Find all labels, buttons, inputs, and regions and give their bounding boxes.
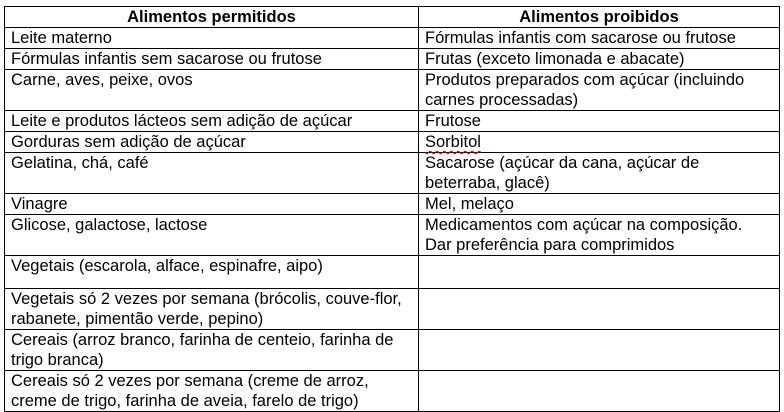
forbidden-cell: Medicamentos com açúcar na composição. Dar preferência para comprimidos — [419, 215, 780, 256]
table-row — [5, 28, 780, 49]
table-row — [5, 256, 780, 289]
allowed-cell: Gorduras sem adição de açúcar — [5, 132, 419, 153]
forbidden-cell: Mel, melaço — [419, 194, 780, 215]
forbidden-cell: Frutose — [419, 111, 780, 132]
allowed-cell: Cereais só 2 vezes por semana (creme de arroz, creme de trigo, farinha de aveia, farelo de trigo) — [5, 371, 419, 412]
table-row — [5, 70, 780, 111]
allowed-cell: Vegetais (escarola, alface, espinafre, aipo) — [5, 256, 419, 289]
allowed-cell: Vinagre — [5, 194, 419, 215]
table-row — [5, 111, 780, 132]
allowed-cell: Fórmulas infantis sem sacarose ou frutose — [5, 49, 419, 70]
header-allowed: Alimentos permitidos — [5, 7, 419, 28]
allowed-cell: Vegetais só 2 vezes por semana (brócolis, couve-flor, rabanete, pimentão verde, pepino) — [5, 289, 419, 330]
table-row — [5, 289, 780, 330]
table-row — [5, 132, 780, 153]
allowed-cell: Cereais (arroz branco, farinha de centeio, farinha de trigo branca) — [5, 330, 419, 371]
foods-table — [4, 6, 780, 412]
allowed-cell: Leite materno — [5, 28, 419, 49]
forbidden-cell — [419, 256, 780, 289]
table-row — [5, 194, 780, 215]
forbidden-cell: Produtos preparados com açúcar (incluindo carnes processadas) — [419, 70, 780, 111]
forbidden-cell-text: Sorbitol — [425, 133, 481, 151]
table-row — [5, 153, 780, 194]
forbidden-cell — [419, 289, 780, 330]
forbidden-cell — [419, 371, 780, 412]
table-row — [5, 49, 780, 70]
header-forbidden: Alimentos proibidos — [419, 7, 780, 28]
forbidden-cell — [419, 330, 780, 371]
forbidden-cell — [419, 132, 780, 153]
table-row — [5, 371, 780, 412]
allowed-cell: Gelatina, chá, café — [5, 153, 419, 194]
table-row — [5, 215, 780, 256]
forbidden-cell: Fórmulas infantis com sacarose ou frutose — [419, 28, 780, 49]
table-row — [5, 330, 780, 371]
allowed-cell: Glicose, galactose, lactose — [5, 215, 419, 256]
table-header-row — [5, 7, 780, 28]
forbidden-cell: Sacarose (açúcar da cana, açúcar de beterraba, glacê) — [419, 153, 780, 194]
forbidden-cell: Frutas (exceto limonada e abacate) — [419, 49, 780, 70]
allowed-cell: Leite e produtos lácteos sem adição de açúcar — [5, 111, 419, 132]
allowed-cell: Carne, aves, peixe, ovos — [5, 70, 419, 111]
